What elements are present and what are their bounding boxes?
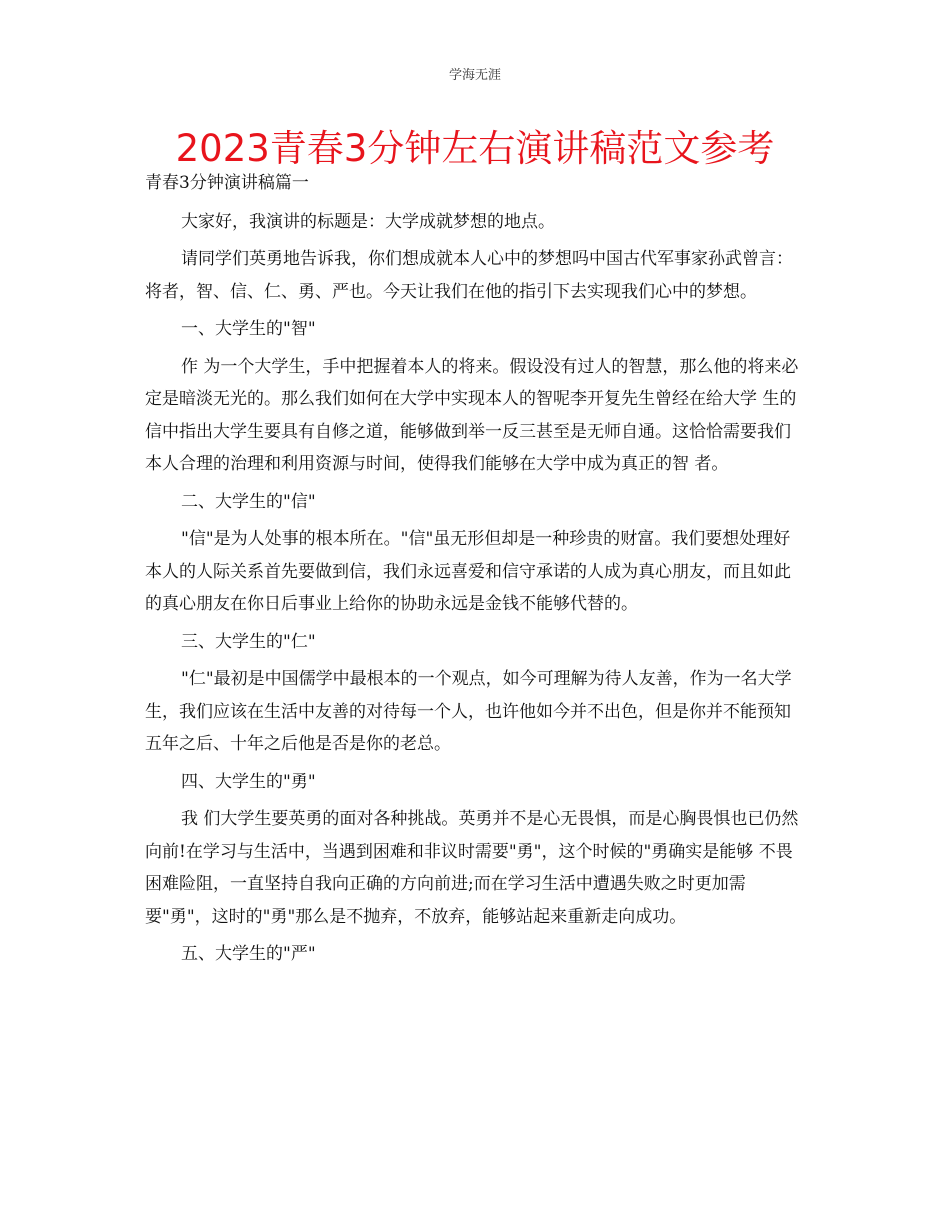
- paragraph-benevolence: "仁"最初是中国儒学中最根本的一个观点，如今可理解为待人友善，作为一名大学生，我们应该在生活中友善的对待每一个人，也许他如今并不出色，但是你并不能预知五年之后、十年之后他是否是你的老总。: [145, 669, 792, 754]
- paragraph-intro: 请同学们英勇地告诉我，你们想成就本人心中的梦想吗中国古代军事家孙武曾言：将者，智、信、仁、勇、严也。今天让我们在他的指引下去实现我们心中的梦想。: [145, 249, 793, 302]
- paragraph-courage: 我 们大学生要英勇的面对各种挑战。英勇并不是心无畏惧，而是心胸畏惧也已仍然向前!在学习与生活中，当遇到困难和非议时需要"勇"，这个时候的"勇确实是能够 不畏困难险阻，一直坚持自我向正确的方向前进;而在学习生活中遭遇失败之时更加需要"勇"，这时的"勇"那么是不抛弃，不放弃，能够站起来重新走向成功。: [145, 809, 799, 927]
- section-heading-courage: 四、大学生的"勇": [181, 771, 316, 792]
- page-header: 学海无涯: [448, 68, 501, 83]
- section-heading-benevolence: 三、大学生的"仁": [181, 631, 316, 652]
- section-heading-wisdom: 一、大学生的"智": [181, 319, 316, 339]
- section-heading-strictness: 五、大学生的"严": [181, 944, 316, 964]
- section-heading-trust: 二、大学生的"信": [181, 491, 316, 512]
- paragraph-trust: "信"是为人处事的根本所在。"信"虽无形但却是一种珍贵的财富。我们要想处理好本人的人际关系首先要做到信，我们永远喜爱和信守承诺的人成为真心朋友，而且如此的真心朋友在你日后事业上给你的协助永远是金钱不能够代替的。: [145, 529, 791, 614]
- document-title: 2023青春3分钟左右演讲稿范文参考: [175, 127, 775, 170]
- subtitle: 青春3分钟演讲稿篇一: [145, 173, 309, 193]
- paragraph-wisdom: 作 为一个大学生，手中把握着本人的将来。假设没有过人的智慧，那么他的将来必定是暗淡无光的。那么我们如何在大学中实现本人的智呢李开复先生曾经在给大学 生的信中指出大学生要具有自修之道，能够做到举一反三甚至是无师自通。这恰恰需要我们本人合理的治理和利用资源与时间，使得我们能够在大学中成为真正的智 者。: [145, 356, 799, 474]
- document-body: [145, 167, 807, 976]
- paragraph-greeting: 大家好，我演讲的标题是：大学成就梦想的地点。: [181, 211, 555, 232]
